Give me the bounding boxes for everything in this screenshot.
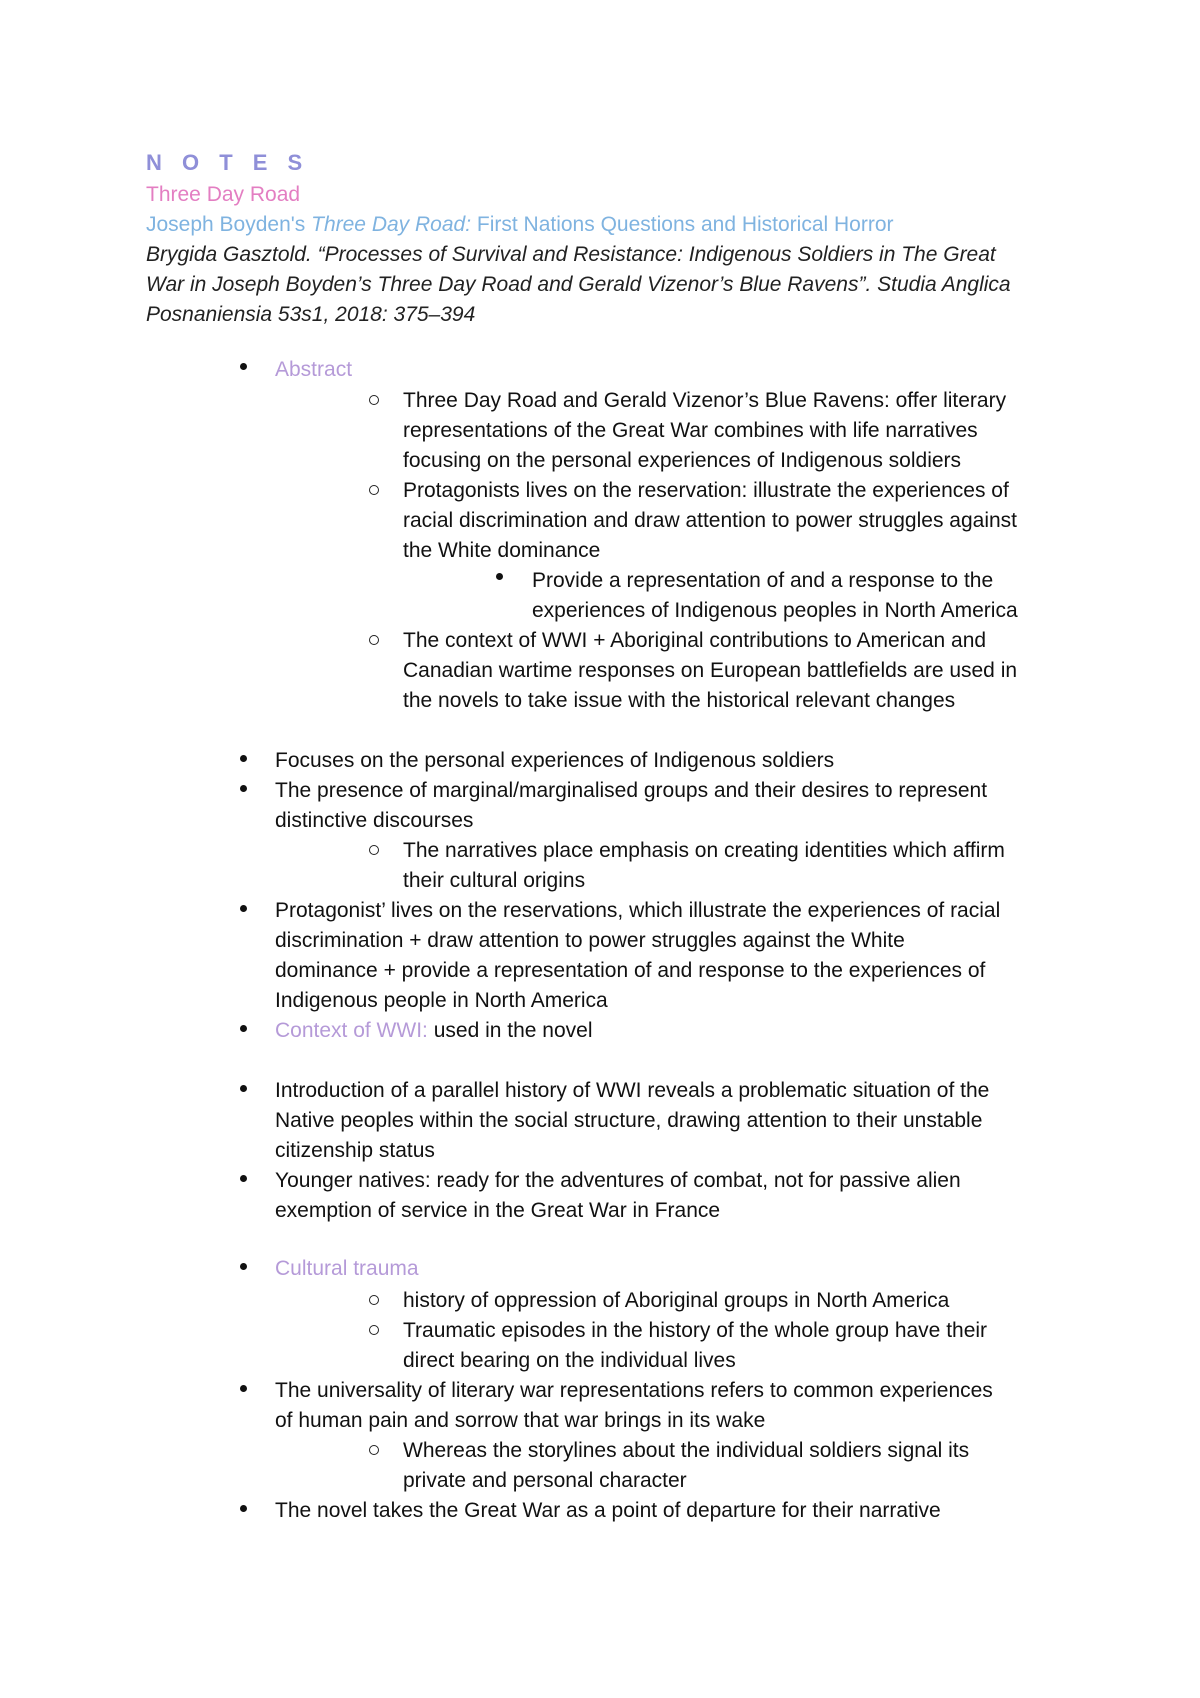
bullet-icon: [240, 1385, 247, 1392]
list-item: racial discrimination and draw attention to power struggles against: [403, 509, 1017, 532]
bullet-icon: [240, 1085, 247, 1092]
list-item: The presence of marginal/marginalised groups and their desires to represent: [275, 779, 988, 802]
list-item: the White dominance: [403, 539, 601, 562]
bullet-icon: [240, 755, 247, 762]
circle-bullet-icon: [369, 1325, 379, 1335]
list-item: Canadian wartime responses on European battlefields are used in: [403, 659, 1018, 682]
circle-bullet-icon: [369, 1445, 379, 1455]
list-item: experiences of Indigenous peoples in North America: [532, 599, 1018, 622]
list-item: The universality of literary war representations refers to common experiences: [275, 1379, 993, 1402]
list-item: Indigenous people in North America: [275, 989, 608, 1012]
list-item: Protagonist’ lives on the reservations, which illustrate the experiences of racial: [275, 899, 1001, 922]
bullet-icon: [240, 1175, 247, 1182]
context-heading: Context of WWI:: [275, 1019, 428, 1042]
book-title: Three Day Road: [146, 183, 301, 206]
article-title: Joseph Boyden's Three Day Road: First Nations Questions and Historical Horror: [146, 213, 894, 236]
list-item: representations of the Great War combines with life narratives: [403, 419, 978, 442]
citation-line: War in Joseph Boyden’s Three Day Road and Gerald Vizenor’s Blue Ravens”. Studia Anglica: [146, 273, 1011, 296]
notes-title: N O T E S: [146, 150, 310, 175]
list-item: citizenship status: [275, 1139, 435, 1162]
bullet-icon: [496, 573, 503, 580]
list-item: The context of WWI + Aboriginal contributions to American and: [403, 629, 987, 652]
list-item: dominance + provide a representation of and response to the experiences of: [275, 959, 986, 982]
list-item: of human pain and sorrow that war brings in its wake: [275, 1409, 766, 1432]
circle-bullet-icon: [369, 635, 379, 645]
circle-bullet-icon: [369, 845, 379, 855]
context-item: Context of WWI: used in the novel: [275, 1019, 593, 1042]
citation-line: Posnaniensia 53s1, 2018: 375–394: [146, 303, 476, 326]
list-item: distinctive discourses: [275, 809, 474, 832]
list-item: Native peoples within the social structure, drawing attention to their unstable: [275, 1109, 983, 1132]
list-item: The novel takes the Great War as a point of departure for their narrative: [275, 1499, 941, 1522]
bullet-icon: [240, 1263, 247, 1270]
list-item: private and personal character: [403, 1469, 687, 1492]
list-item: discrimination + draw attention to power struggles against the White: [275, 929, 905, 952]
bullet-icon: [240, 363, 247, 370]
list-item: Focuses on the personal experiences of Indigenous soldiers: [275, 749, 835, 772]
list-item: Whereas the storylines about the individual soldiers signal its: [403, 1439, 970, 1462]
circle-bullet-icon: [369, 485, 379, 495]
list-item: The narratives place emphasis on creating identities which affirm: [403, 839, 1005, 862]
citation-line: Brygida Gasztold. “Processes of Survival and Resistance: Indigenous Soldiers in The Great: [146, 243, 996, 266]
cultural-trauma-heading: Cultural trauma: [275, 1257, 419, 1280]
bullet-icon: [240, 785, 247, 792]
list-item: focusing on the personal experiences of Indigenous soldiers: [403, 449, 962, 472]
bullet-icon: [240, 1025, 247, 1032]
bullet-icon: [240, 905, 247, 912]
list-item: history of oppression of Aboriginal groups in North America: [403, 1289, 950, 1312]
list-item: their cultural origins: [403, 869, 586, 892]
list-item: Three Day Road and Gerald Vizenor’s Blue Ravens: offer literary: [403, 389, 1007, 412]
abstract-heading: Abstract: [275, 358, 353, 381]
list-item: Provide a representation of and a response to the: [532, 569, 994, 592]
list-item: the novels to take issue with the historical relevant changes: [403, 689, 956, 712]
list-item: Introduction of a parallel history of WWI reveals a problematic situation of the: [275, 1079, 990, 1102]
circle-bullet-icon: [369, 1295, 379, 1305]
list-item: direct bearing on the individual lives: [403, 1349, 736, 1372]
bullet-icon: [240, 1505, 247, 1512]
list-item: Younger natives: ready for the adventures of combat, not for passive alien: [275, 1169, 961, 1192]
circle-bullet-icon: [369, 395, 379, 405]
list-item: exemption of service in the Great War in France: [275, 1199, 721, 1222]
list-item: Traumatic episodes in the history of the whole group have their: [403, 1319, 988, 1342]
list-item: Protagonists lives on the reservation: illustrate the experiences of: [403, 479, 1009, 502]
